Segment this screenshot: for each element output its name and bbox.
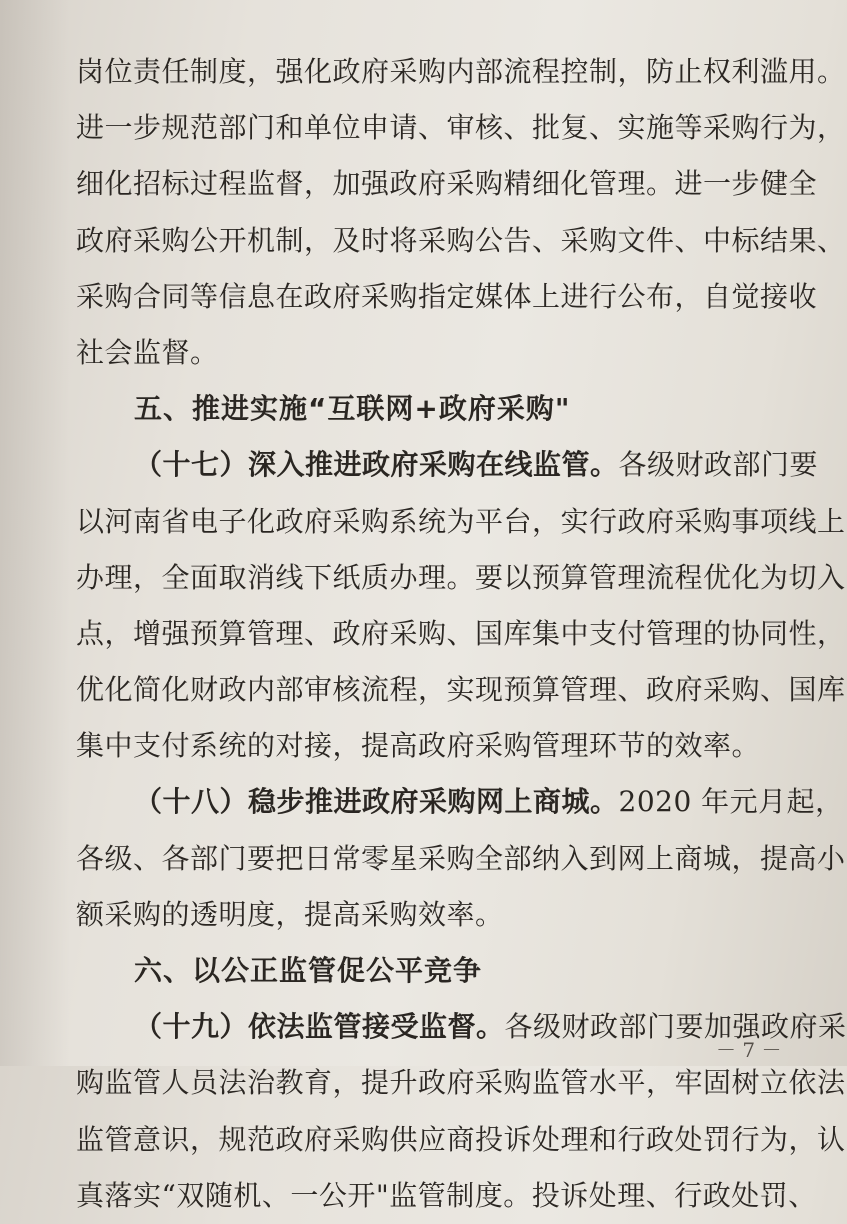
paragraph-line: 采购合同等信息在政府采购指定媒体上进行公布，自觉接收 (76, 279, 818, 313)
paragraph-line: 点，增强预算管理、政府采购、国库集中支付管理的协同性， (76, 616, 846, 650)
paragraph-line: 政府采购公开机制，及时将采购公告、采购文件、中标结果、 (76, 223, 846, 257)
document-page (76, 44, 847, 1224)
section-heading-6: 六、以公正监管促公平竞争 (134, 954, 483, 987)
paragraph-line: 额采购的透明度，提高采购效率。 (76, 897, 504, 931)
paragraph-line: 细化招标过程监督，加强政府采购精细化管理。进一步健全 (76, 167, 818, 201)
item-17-first-line (76, 437, 819, 493)
item-19-text: 各级财政部门要加强政府采 (504, 1010, 847, 1044)
paragraph-line: 以河南省电子化政府采购系统为平台，实行政府采购事项线上 (76, 504, 846, 538)
page-shadow (0, 0, 70, 1066)
item-18-text: 2020 年元月起， (618, 785, 844, 819)
item-19-title: （十九）依法监管接受监督。 (134, 1010, 505, 1044)
section-heading-5: 五、推进实施“互联网+政府采购" (134, 392, 571, 426)
item-18-title: （十八）稳步推进政府采购网上商城。 (134, 785, 619, 819)
item-18-first-line (76, 774, 844, 830)
paragraph-line: 社会监督。 (76, 335, 219, 369)
paragraph-line: 岗位责任制度，强化政府采购内部流程控制，防止权利滥用。 (76, 55, 846, 88)
paragraph-line: 优化简化财政内部审核流程，实现预算管理、政府采购、国库 (76, 673, 846, 707)
paragraph-line: 办理，全面取消线下纸质办理。要以预算管理流程优化为切入 (76, 560, 846, 594)
paragraph-line: 各级、各部门要把日常零星采购全部纳入到网上商城，提高小 (76, 841, 846, 875)
paragraph-line: 进一步规范部门和单位申请、审核、批复、实施等采购行为， (76, 111, 846, 145)
item-17-title: （十七）深入推进政府采购在线监管。 (134, 448, 619, 482)
item-19-first-line (76, 999, 847, 1055)
item-17-text: 各级财政部门要 (618, 448, 819, 482)
paragraph-line: 购监管人员法治教育，提升政府采购监管水平，牢固树立依法 (76, 1066, 846, 1100)
paragraph-line: 真落实“双随机、一公开"监管制度。投诉处理、行政处罚、 (76, 1178, 817, 1212)
page-number: － 7 － (716, 1038, 782, 1062)
paragraph-line: 监管意识，规范政府采购供应商投诉处理和行政处罚行为，认 (76, 1122, 846, 1156)
paragraph-line: 集中支付系统的对接，提高政府采购管理环节的效率。 (76, 729, 761, 763)
